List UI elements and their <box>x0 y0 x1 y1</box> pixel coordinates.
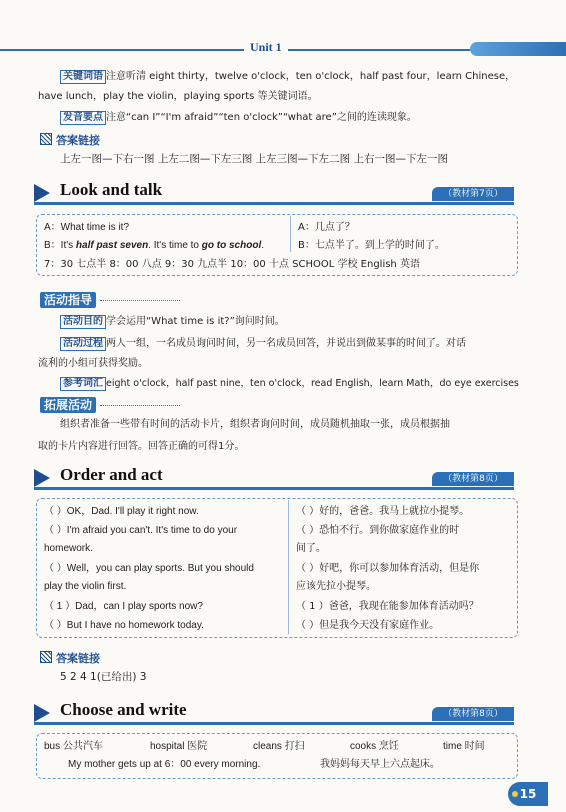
activity-goal-line <box>60 315 530 329</box>
textbook-page-ref: （教材第8页） <box>432 707 514 721</box>
textbook-page-ref: （教材第7页） <box>432 187 514 201</box>
order-row-cn-cont: 应该先拉小提琴。 <box>296 581 376 592</box>
order-row-en-cont: homework. <box>44 543 93 554</box>
question-en: A：What time is it? <box>44 222 130 233</box>
reference-words-line <box>60 377 530 391</box>
section-triangle-icon <box>34 184 50 202</box>
answer-en: B：It's half past seven. It's time to go to school. <box>44 240 265 251</box>
sentence-cn: 我妈妈每天早上六点起床。 <box>320 759 440 770</box>
section-underline <box>34 487 514 490</box>
page-dot-icon <box>512 791 518 797</box>
answer-link-heading-1: 答案链接 <box>40 132 100 148</box>
answer-link-text-2: 5 2 4 1(已给出) 3 <box>60 671 147 683</box>
activity-process-tag: 活动过程 <box>60 337 106 351</box>
unit-header-line <box>0 49 470 51</box>
extension-badge: 拓展活动 <box>40 394 180 413</box>
section-underline <box>34 202 514 205</box>
word-hospital: hospital 医院 <box>150 741 208 752</box>
order-row-cn: （ 1 ）爸爸，我现在能参加体育活动吗？ <box>296 601 479 612</box>
key-words-line <box>60 70 530 84</box>
answer-link-icon <box>40 133 52 145</box>
unit-label: Unit 1 <box>244 40 288 55</box>
order-row-cn: （ ）好的，爸爸。我马上就拉小提琴。 <box>296 506 470 517</box>
order-row-en: （ ）Well，you can play sports. But you should <box>44 563 254 574</box>
order-row-cn: （ ）但是我今天没有家庭作业。 <box>296 620 440 631</box>
word-time: time 时间 <box>443 741 485 752</box>
activity-process-line-2: 流利的小组可获得奖励。 <box>38 358 148 369</box>
key-words-tag: 关键词语 <box>60 70 106 84</box>
section-order-and-act <box>34 467 514 489</box>
word-cooks: cooks 烹饪 <box>350 741 399 752</box>
section-triangle-icon <box>34 469 50 487</box>
order-row-cn: （ ）好吧，你可以参加体育活动，但是你 <box>296 563 480 574</box>
section-title: Choose and write <box>60 700 187 719</box>
word-cleans: cleans 打扫 <box>253 741 305 752</box>
order-row-cn-cont: 间了。 <box>296 543 326 554</box>
textbook-page-ref: （教材第8页） <box>432 472 514 486</box>
section-triangle-icon <box>34 704 50 722</box>
reference-words-tag: 参考词汇 <box>60 377 106 391</box>
vocab-line: 7：30 七点半 8：00 八点 9：30 九点半 10：00 十点 SCHOOL 学校 English 英语 <box>44 259 420 270</box>
unit-header-cap <box>470 42 566 56</box>
activity-process-line <box>60 337 530 351</box>
word-bus: bus 公共汽车 <box>44 741 103 752</box>
dialog-divider <box>290 216 291 252</box>
activity-guide-badge: 活动指导 <box>40 289 180 308</box>
order-act-divider <box>288 500 289 634</box>
section-choose-and-write <box>34 702 514 724</box>
question-cn: A：几点了？ <box>298 222 355 233</box>
answer-link-icon <box>40 651 52 663</box>
section-title: Look and talk <box>60 180 163 199</box>
sentence-en: My mother gets up at 6：00 every morning. <box>68 759 261 770</box>
unit-header <box>0 38 566 58</box>
order-row-en: （ ）I'm afraid you can't. It's time to do your <box>44 525 238 536</box>
activity-process-text: 两人一组，一名成员询问时间，另一名成员回答，并说出到做某事的时间了。对话 <box>106 338 466 349</box>
pronunciation-tag: 发音要点 <box>60 111 106 125</box>
order-row-en: （ 1 ）Dad，can I play sports now? <box>44 601 203 612</box>
order-row-en-cont: play the violin first. <box>44 581 127 592</box>
extension-text-2: 取的卡片内容进行回答。回答正确的可得1分。 <box>38 441 245 452</box>
pronunciation-text: 注意“can I”“I'm afraid”“ten o'clock”“what are”之间的连读现象。 <box>106 112 417 123</box>
activity-goal-tag: 活动目的 <box>60 315 106 329</box>
pronunciation-line <box>60 111 530 125</box>
answer-link-heading-2: 答案链接 <box>40 650 100 666</box>
key-words-text: 注意听清 eight thirty，twelve o'clock，ten o'clock，half past four，learn Chinese， <box>106 71 516 82</box>
answer-cn: B：七点半了。到上学的时间了。 <box>298 240 445 251</box>
key-words-line-2: have lunch，play the violin，playing sports 等关键词语。 <box>38 91 318 102</box>
order-row-en: （ ）But I have no homework today. <box>44 620 204 631</box>
order-row-cn: （ ）恐怕不行。到你做家庭作业的时 <box>296 525 460 536</box>
activity-goal-text: 学会运用“What time is it?”询问时间。 <box>106 316 285 327</box>
badge-arrow-icon <box>100 397 180 406</box>
section-title: Order and act <box>60 465 163 484</box>
reference-words-text: eight o'clock，half past nine，ten o'clock，read English，learn Math，do eye exercises <box>106 378 519 389</box>
page-number: 15 <box>519 787 537 801</box>
page-number-tab <box>508 782 548 806</box>
extension-text-1: 组织者准备一些带有时间的活动卡片，组织者询问时间，成员随机抽取一张，成员根据抽 <box>60 419 450 430</box>
badge-arrow-icon <box>100 292 180 301</box>
order-row-en: （ ）OK，Dad. I'll play it right now. <box>44 506 199 517</box>
section-underline <box>34 722 514 725</box>
answer-link-text-1: 上左一图—下右一图 上左二图—下左三图 上左三图—下左二图 上右一图—下左一图 <box>60 153 449 165</box>
section-look-and-talk <box>34 182 514 204</box>
